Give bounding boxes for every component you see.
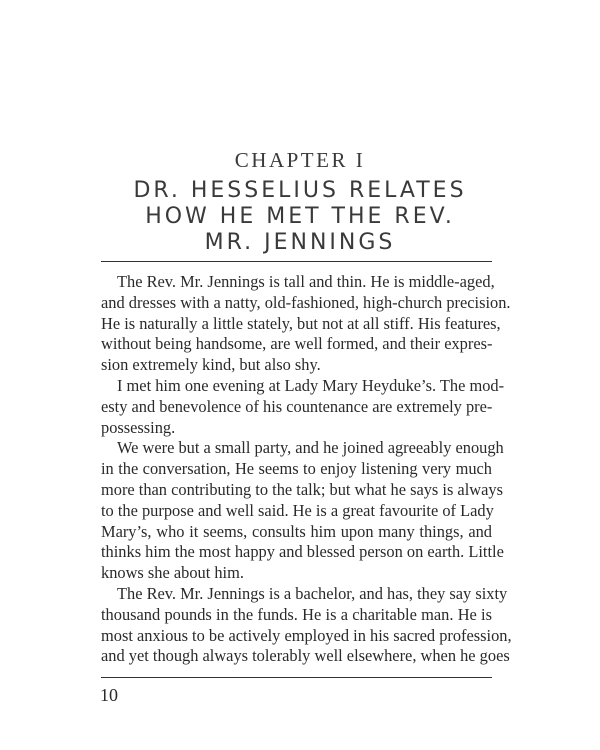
text-line: thinks him the most happy and blessed person on earth. Little — [101, 542, 504, 562]
paragraph — [101, 438, 504, 584]
text-line: knows she about him. — [101, 563, 244, 583]
page-number: 10 — [100, 685, 118, 705]
text-line: I met him one evening at Lady Mary Heyduke’s. The mod- — [117, 375, 505, 395]
chapter-title — [110, 178, 490, 256]
body-text — [101, 272, 512, 667]
text-line: thousand pounds in the funds. He is a charitable man. He is — [101, 604, 492, 624]
bottom-divider — [101, 677, 492, 678]
text-line: in the conversation, He seems to enjoy listening very much — [101, 459, 492, 479]
text-line: The Rev. Mr. Jennings is a bachelor, and has, they say sixty — [117, 583, 508, 603]
text-line: most anxious to be actively employed in his sacred profession, — [101, 625, 512, 645]
paragraph — [101, 583, 512, 667]
text-line: Mary’s, who it seems, consults him upon many things, and — [101, 521, 492, 541]
text-line: and yet though always tolerably well elsewhere, when he goes — [101, 646, 510, 666]
text-line: We were but a small party, and he joined agreeably enough — [117, 438, 504, 458]
paragraph — [101, 375, 505, 438]
text-line: The Rev. Mr. Jennings is tall and thin. He is middle-aged, — [117, 272, 495, 291]
paragraph — [101, 272, 511, 376]
chapter-title-line: MR. JENNINGS — [204, 230, 396, 255]
text-line: He is naturally a little stately, but not at all stiff. His features, — [101, 313, 501, 333]
text-line: sion extremely kind, but also shy. — [101, 355, 321, 375]
chapter-label: CHAPTER I — [234, 148, 366, 172]
chapter-title-line: HOW HE MET THE REV. — [145, 204, 455, 229]
chapter-title-line: DR. HESSELIUS RELATES — [133, 178, 467, 203]
text-line: to the purpose and well said. He is a great favourite of Lady — [101, 500, 494, 520]
text-line: without being handsome, are well formed, and their expres- — [101, 334, 493, 354]
text-line: esty and benevolence of his countenance are extremely pre- — [101, 396, 493, 416]
text-line: possessing. — [101, 417, 176, 437]
top-divider — [101, 261, 492, 262]
text-line: more than contributing to the talk; but what he says is always — [101, 479, 503, 499]
text-line: and dresses with a natty, old-fashioned, high-church precision. — [101, 292, 511, 312]
